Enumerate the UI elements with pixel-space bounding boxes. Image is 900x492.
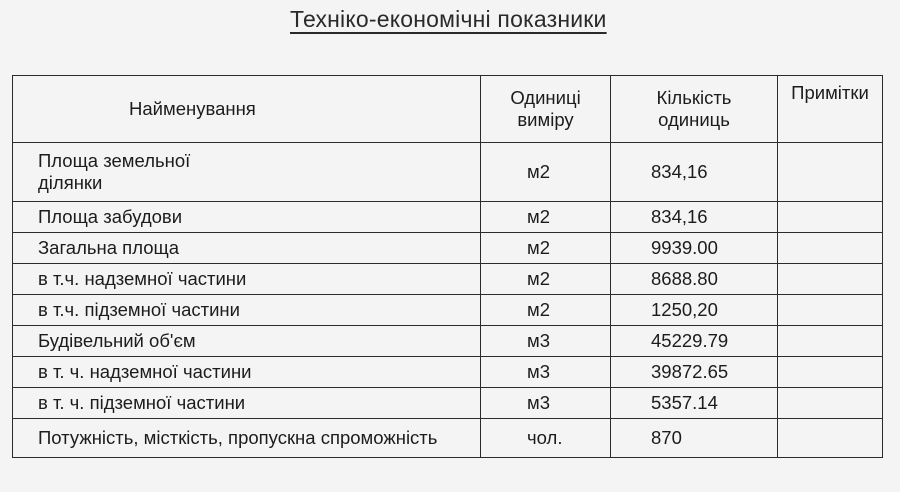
cell-notes (778, 143, 883, 202)
cell-notes (778, 326, 883, 357)
cell-name: Потужність, місткість, пропускна спроможність (13, 419, 481, 458)
header-unit (481, 76, 611, 143)
cell-name: в т. ч. надземної частини (13, 357, 481, 388)
header-notes-label: Примітки (791, 82, 869, 103)
table-row (13, 419, 883, 458)
cell-unit: чол. (481, 419, 611, 458)
cell-qty: 9939.00 (611, 233, 778, 264)
cell-notes (778, 233, 883, 264)
cell-unit: м2 (481, 233, 611, 264)
cell-notes (778, 388, 883, 419)
table-row (13, 233, 883, 264)
cell-name: в т.ч. підземної частини (13, 295, 481, 326)
header-name (13, 76, 481, 143)
cell-unit: м3 (481, 326, 611, 357)
cell-qty: 5357.14 (611, 388, 778, 419)
cell-notes (778, 202, 883, 233)
header-notes (778, 76, 883, 143)
cell-notes (778, 295, 883, 326)
header-unit-line1: Одиниці (510, 87, 581, 108)
table-row (13, 357, 883, 388)
table-row (13, 264, 883, 295)
cell-unit: м2 (481, 202, 611, 233)
cell-unit: м2 (481, 295, 611, 326)
cell-unit: м2 (481, 143, 611, 202)
cell-notes (778, 419, 883, 458)
cell-name: Будівельний об'єм (13, 326, 481, 357)
cell-name: в т. ч. підземної частини (13, 388, 481, 419)
table-row (13, 326, 883, 357)
header-name-label: Найменування (129, 98, 256, 119)
cell-name: в т.ч. надземної частини (13, 264, 481, 295)
cell-unit: м3 (481, 357, 611, 388)
cell-qty: 45229.79 (611, 326, 778, 357)
header-qty-line2: одиниць (658, 109, 730, 130)
header-unit-line2: виміру (517, 109, 574, 130)
document-title: Техніко-економічні показники (290, 6, 607, 32)
cell-unit: м2 (481, 264, 611, 295)
cell-unit: м3 (481, 388, 611, 419)
table-row (13, 295, 883, 326)
indicators-table (12, 75, 883, 458)
table-row (13, 388, 883, 419)
cell-qty: 8688.80 (611, 264, 778, 295)
cell-notes (778, 264, 883, 295)
cell-name: Загальна площа (13, 233, 481, 264)
table-row (13, 202, 883, 233)
cell-qty: 834,16 (611, 143, 778, 202)
cell-qty: 39872.65 (611, 357, 778, 388)
cell-name (13, 143, 481, 202)
cell-qty: 1250,20 (611, 295, 778, 326)
cell-qty: 834,16 (611, 202, 778, 233)
cell-qty: 870 (611, 419, 778, 458)
cell-name: Площа забудови (13, 202, 481, 233)
cell-name-line2: ділянки (38, 172, 103, 193)
table-header-row (13, 76, 883, 143)
cell-name-line1: Площа земельної (38, 150, 191, 171)
header-qty (611, 76, 778, 143)
table-row (13, 143, 883, 202)
header-qty-line1: Кількість (656, 87, 732, 108)
cell-notes (778, 357, 883, 388)
